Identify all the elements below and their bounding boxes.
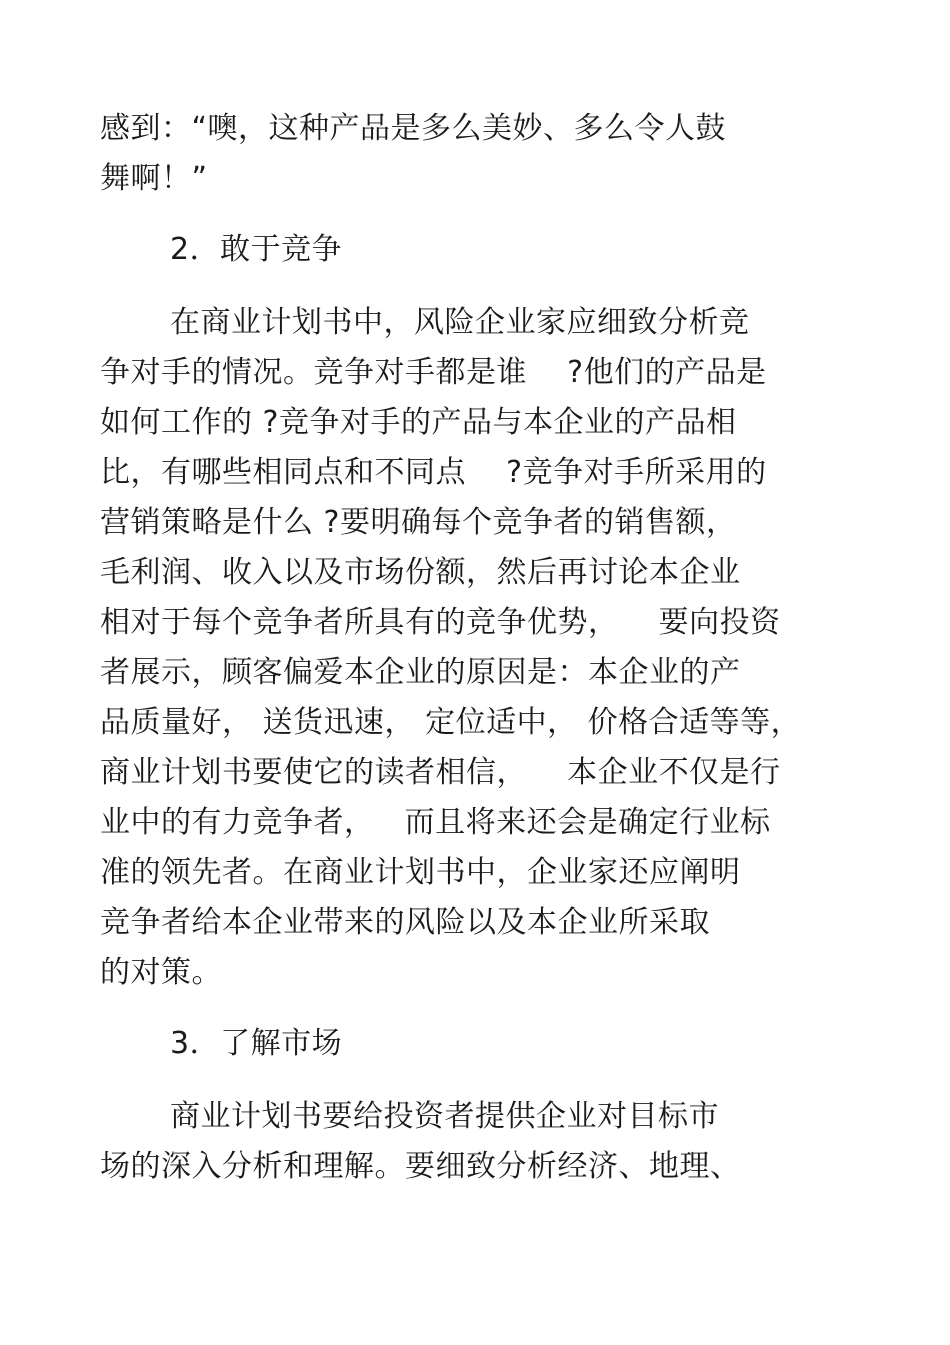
paragraph-line: 商业计划书要给投资者提供企业对目标市 [170, 1099, 719, 1134]
paragraph-line: 在商业计划书中，风险企业家应细致分析竞 [170, 305, 750, 340]
paragraph-line: 竞争者给本企业带来的风险以及本企业所采取 [100, 905, 710, 940]
paragraph-line: 商业计划书要使它的读者相信， 本企业不仅是行 [100, 755, 781, 790]
paragraph-line: 业中的有力竞争者， 而且将来还会是确定行业标 [100, 805, 771, 840]
paragraph-line: 准的领先者。在商业计划书中，企业家还应阐明 [100, 855, 741, 890]
paragraph-line: 品质量好， 送货迅速， 定位适中， 价格合适等等， [100, 705, 802, 740]
paragraph-line: 如何工作的 ?竞争对手的产品与本企业的产品相 [100, 405, 737, 440]
paragraph-line: 者展示，顾客偏爱本企业的原因是：本企业的产 [100, 655, 741, 690]
paragraph-line: 比，有哪些相同点和不同点 ?竞争对手所采用的 [100, 455, 767, 490]
paragraph-line: 场的深入分析和理解。要细致分析经济、地理、 [100, 1149, 741, 1184]
paragraph-line: 争对手的情况。竞争对手都是谁 ?他们的产品是 [100, 355, 767, 390]
paragraph-line: 的对策。 [100, 955, 222, 990]
paragraph-line: 感到：“噢，这种产品是多么美妙、多么令人鼓 [100, 111, 727, 146]
paragraph-line: 营销策略是什么 ?要明确每个竞争者的销售额， [100, 505, 737, 540]
paragraph-line: 舞啊！” [100, 161, 208, 196]
paragraph-line: 相对于每个竞争者所具有的竞争优势， 要向投资 [100, 605, 781, 640]
paragraph-line: 毛利润、收入以及市场份额，然后再讨论本企业 [100, 555, 741, 590]
section-heading: 3．了解市场 [170, 1026, 343, 1061]
section-heading: 2．敢于竞争 [170, 232, 343, 267]
